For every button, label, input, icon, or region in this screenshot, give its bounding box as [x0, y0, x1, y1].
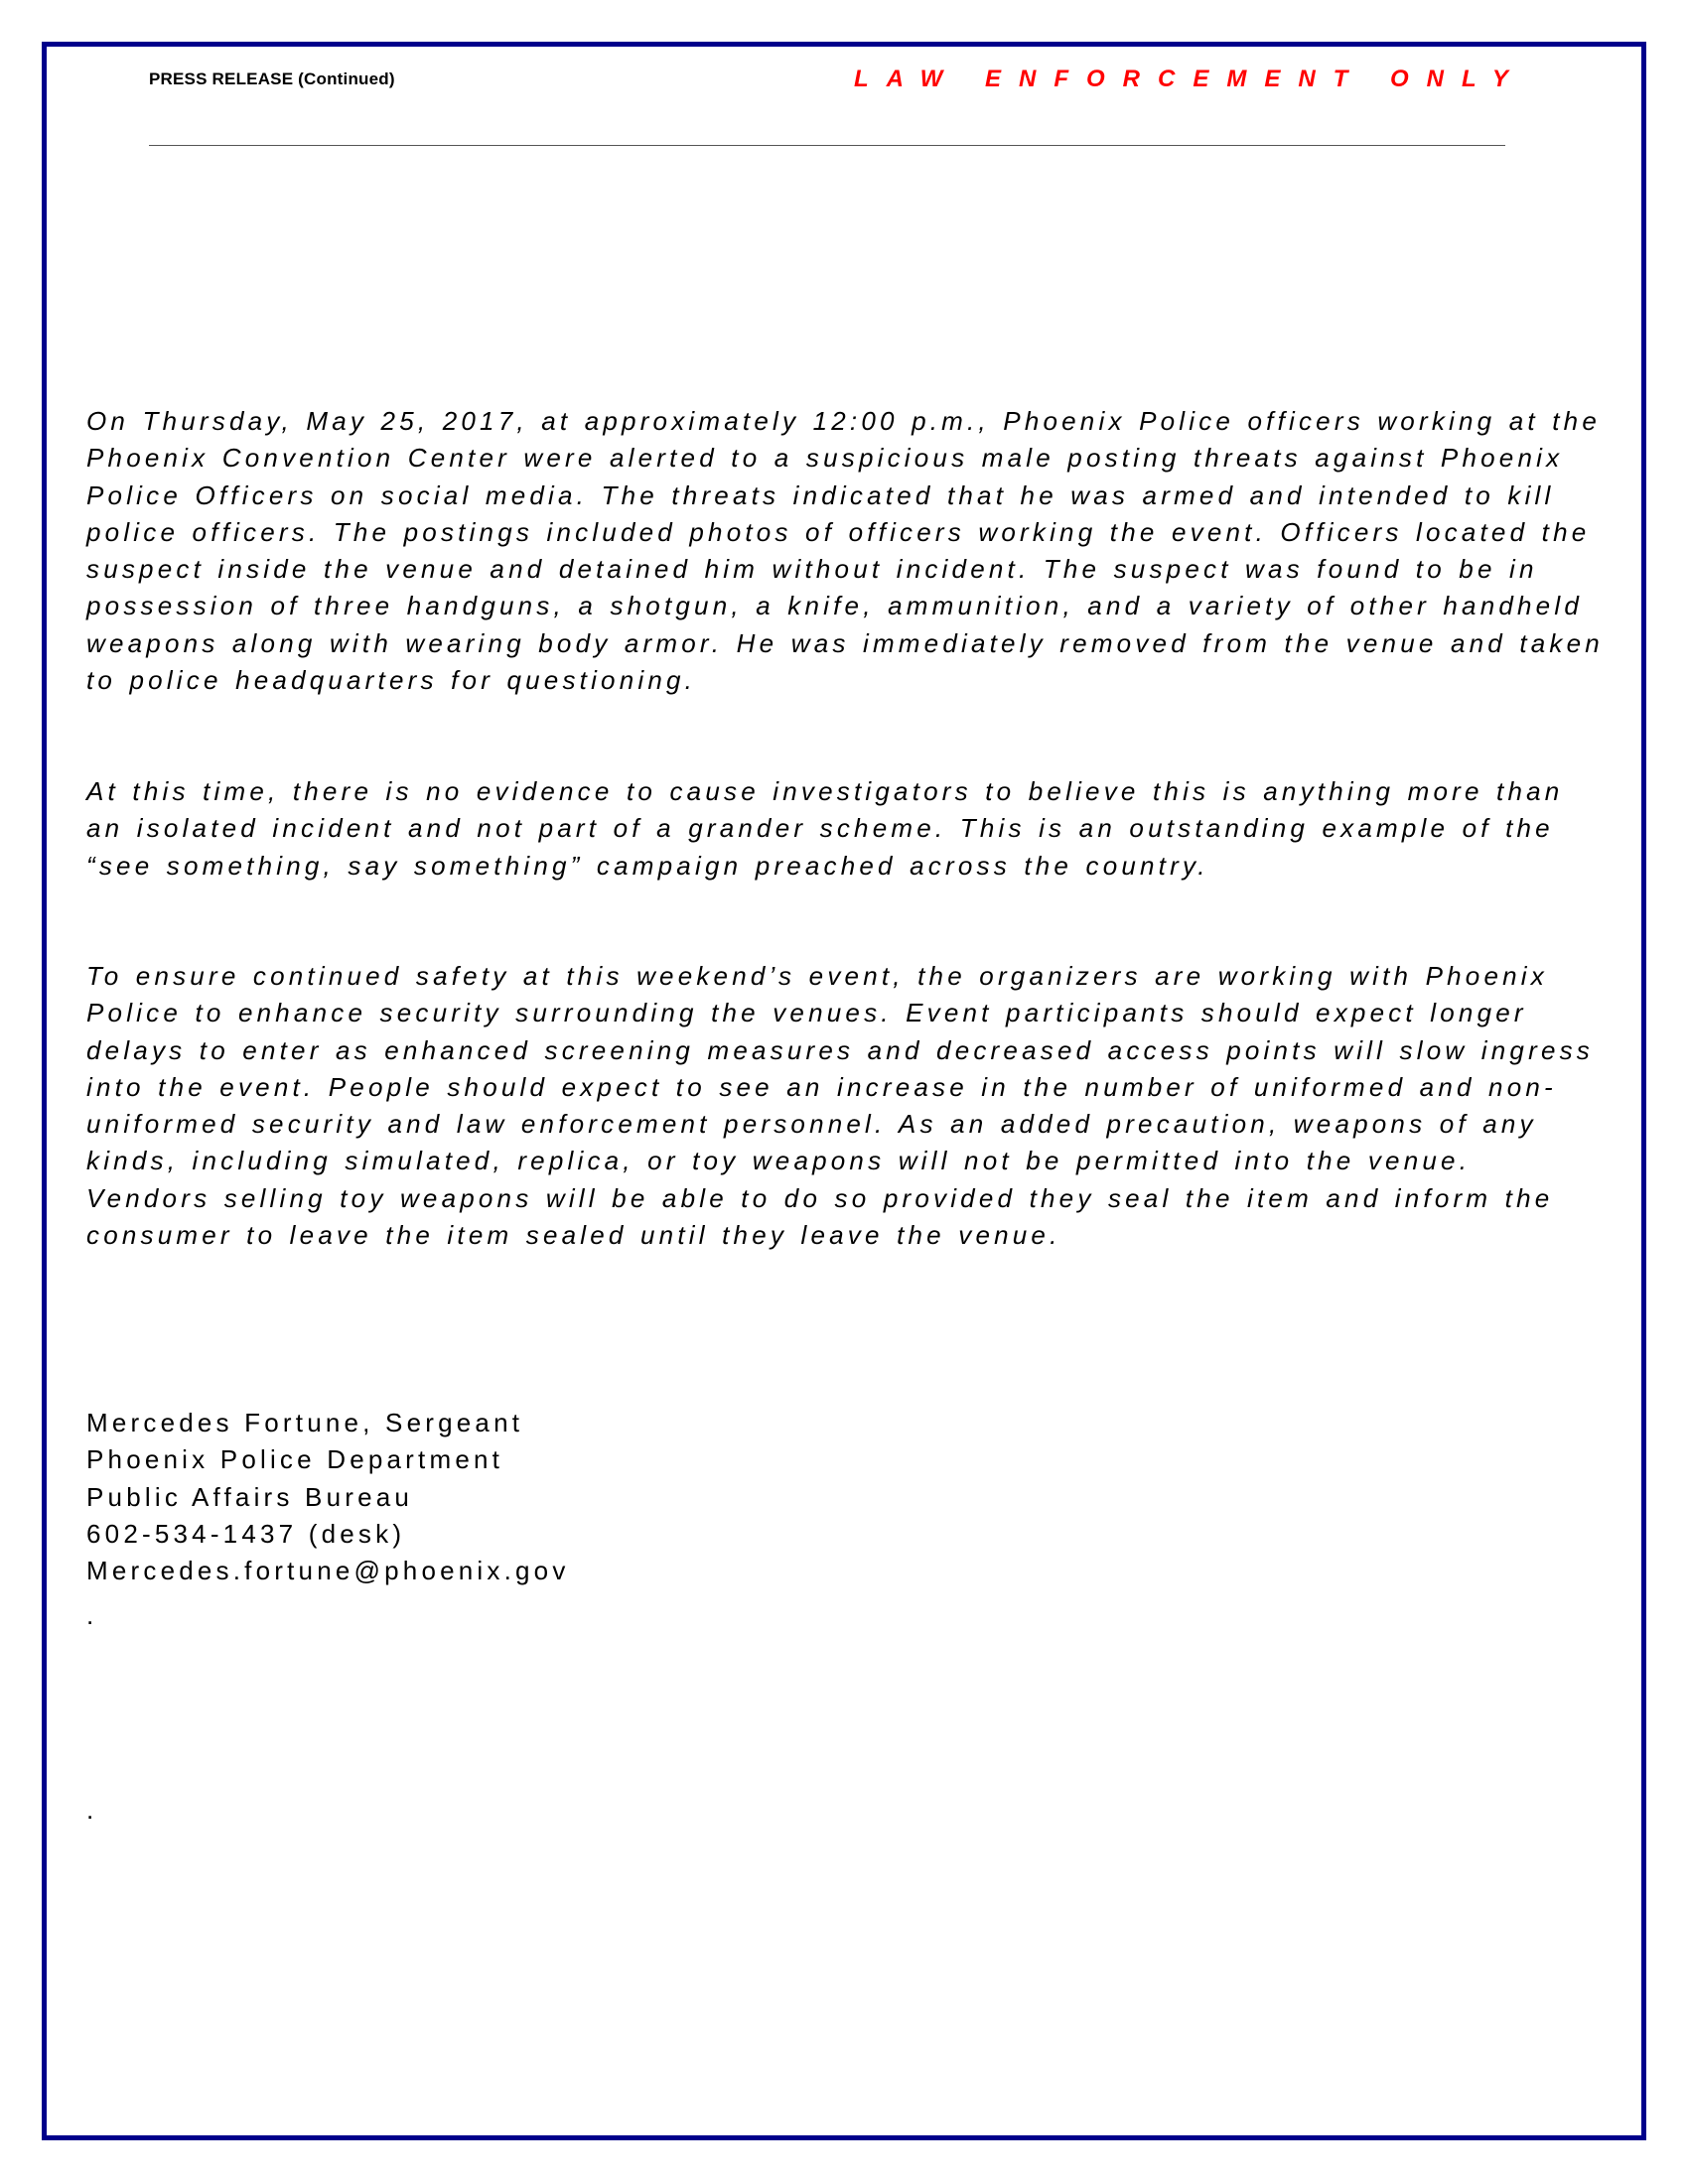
- signature-block: [86, 1405, 570, 1589]
- signature-department: Phoenix Police Department: [86, 1444, 504, 1475]
- body-paragraph-2: [86, 773, 1606, 921]
- body-paragraph-1: [86, 403, 1606, 737]
- signature-bureau: Public Affairs Bureau: [86, 1481, 414, 1512]
- signature-name: Mercedes Fortune, Sergeant: [86, 1408, 524, 1437]
- signature-phone: 602-534-1437 (desk): [86, 1518, 406, 1549]
- paragraph-assessment: At this time, there is no evidence to cause investigators to believe this is anything more than an isolated incident and not part of a grander scheme. This is an outstanding example of the “see something, say something” campaign preached across the country.: [86, 776, 1564, 881]
- paragraph-security-measures: To ensure continued safety at this weekend’s event, the organizers are working with Phoenix Police to enhance security surrounding the venues. Event participants should expect longer delays to enter as enhanced screening measures and decreased access points will slow ingress into the event. People should expect to see an increase in the number of uniformed and non-uniformed security and law enforcement personnel. As an added precaution, weapons of any kinds, including simulated, replica, or toy weapons will not be permitted into the venue. Vendors selling toy weapons will be able to do so provided they seal the item and inform the consumer to leave the item sealed until they leave the venue.: [86, 961, 1595, 1251]
- paragraph-incident: On Thursday, May 25, 2017, at approximately 12:00 p.m., Phoenix Police officers working at the Phoenix Convention Center were alerted to a suspicious male posting threats against Phoenix Police Officers on social media. The threats indicated that he was armed and intended to kill police officers. The postings included photos of officers working the event. Officers located the suspect inside the venue and detained him without incident. The suspect was found to be in possession of three handguns, a shotgun, a knife, ammunition, and a variety of other handheld weapons along with wearing body armor. He was immediately removed from the venue and taken to police headquarters for questioning.: [86, 406, 1604, 696]
- press-release-header: PRESS RELEASE (Continued): [149, 69, 395, 88]
- law-enforcement-only-banner: LAW ENFORCEMENT ONLY: [854, 66, 1526, 92]
- body-paragraph-3: [86, 958, 1606, 1292]
- trailing-period-2: .: [86, 1795, 94, 1825]
- signature-email: Mercedes.fortune@phoenix.gov: [86, 1556, 570, 1586]
- header-divider: [149, 145, 1505, 146]
- trailing-period-1: .: [86, 1600, 94, 1630]
